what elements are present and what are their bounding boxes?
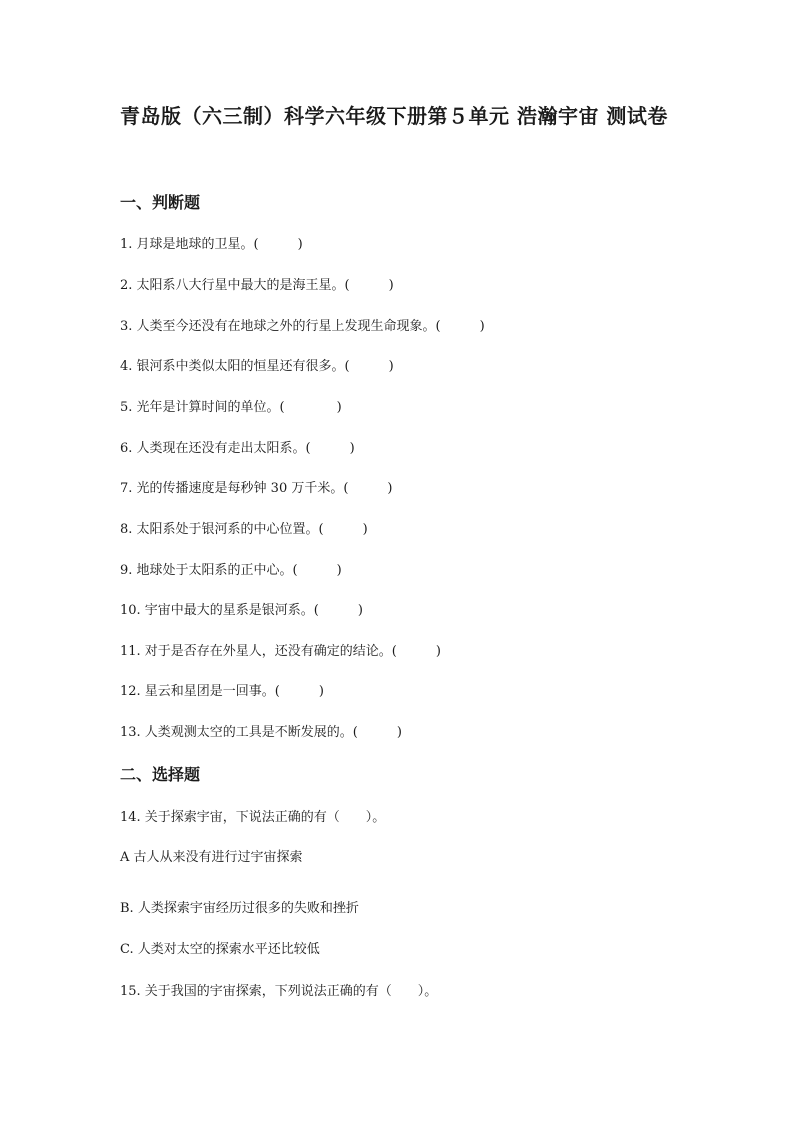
choice-question: 15. 关于我国的宇宙探索，下列说法正确的有（ ）。 (120, 984, 438, 999)
judge-question: 4. 银河系中类似太阳的恒星还有很多。( ) (120, 359, 394, 374)
judge-question: 7. 光的传播速度是每秒钟 30 万千米。( ) (120, 481, 393, 496)
judge-question: 5. 光年是计算时间的单位。( ) (120, 400, 342, 415)
judge-question: 3. 人类至今还没有在地球之外的行星上发现生命现象。( ) (120, 319, 485, 334)
judge-question: 1. 月球是地球的卫星。( ) (120, 237, 303, 252)
document-title: 青岛版（六三制）科学六年级下册第５单元 浩瀚宇宙 测试卷 (120, 104, 668, 128)
judge-question: 8. 太阳系处于银河系的中心位置。( ) (120, 522, 368, 537)
choice-option: C. 人类对太空的探索水平还比较低 (120, 942, 320, 957)
section-heading-choice: 二、选择题 (120, 765, 201, 784)
judge-question: 12. 星云和星团是一回事。( ) (120, 684, 324, 699)
judge-question: 10. 宇宙中最大的星系是银河系。( ) (120, 603, 363, 618)
judge-question: 6. 人类现在还没有走出太阳系。( ) (120, 441, 355, 456)
section-heading-judge: 一、判断题 (120, 193, 201, 212)
judge-question: 2. 太阳系八大行星中最大的是海王星。( ) (120, 278, 394, 293)
judge-question: 11. 对于是否存在外星人，还没有确定的结论。( ) (120, 644, 441, 659)
judge-question: 13. 人类观测太空的工具是不断发展的。( ) (120, 725, 402, 740)
choice-option: A 古人从来没有进行过宇宙探索 (120, 850, 303, 865)
judge-question: 9. 地球处于太阳系的正中心。( ) (120, 563, 342, 578)
choice-question: 14. 关于探索宇宙，下说法正确的有（ ）。 (120, 810, 386, 825)
choice-option: B. 人类探索宇宙经历过很多的失败和挫折 (120, 901, 359, 916)
